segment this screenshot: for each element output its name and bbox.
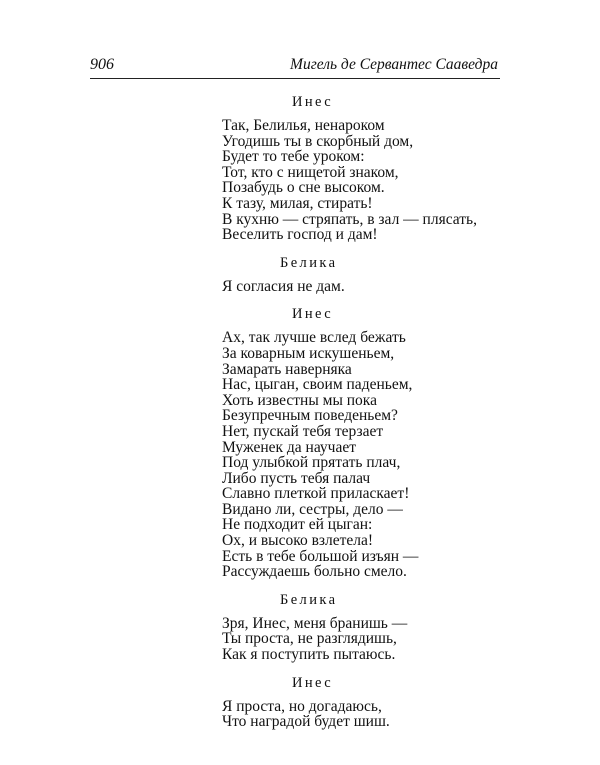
- verse-line: Под улыбкой прятать плач,: [222, 454, 401, 472]
- page-header: [90, 56, 500, 79]
- speaker-name: Инес: [292, 94, 334, 110]
- verse-line: Видано ли, сестры, дело —: [222, 500, 403, 518]
- speaker-name: Белика: [280, 591, 338, 608]
- verse-lines: [222, 118, 522, 243]
- verse-line: Безупречным поведеньем?: [222, 407, 398, 425]
- verse-line: Позабудь о сне высоком.: [222, 179, 385, 197]
- speech-block: [222, 673, 522, 730]
- verse-lines: [222, 616, 522, 663]
- verse-line: Будет то тебе уроком:: [222, 148, 365, 166]
- verse-line: Ох, и высоко взлетела!: [222, 532, 374, 550]
- verse-line: Веселить господ и дам!: [222, 226, 378, 244]
- verse-line: Хоть известны мы пока: [222, 391, 377, 409]
- verse-line: Угодишь ты в скорбный дом,: [222, 132, 414, 150]
- verse-line: Есть в тебе большой изъян —: [222, 547, 419, 565]
- verse-line: Муженек да научает: [222, 438, 357, 456]
- verse-line: В кухню — стряпать, в зал — плясать,: [222, 210, 477, 228]
- speech-block: [222, 304, 522, 580]
- verse-line: Я проста, но догадаюсь,: [222, 697, 382, 715]
- verse-lines: [222, 699, 522, 730]
- verse-line: Тот, кто с нищетой знаком,: [222, 163, 399, 181]
- verse-line: Нас, цыган, своим паденьем,: [222, 376, 413, 394]
- verse-line: Нет, пускай тебя терзает: [222, 422, 384, 440]
- speaker-name: Инес: [292, 306, 334, 323]
- play-text: [222, 92, 522, 740]
- verse-lines: [222, 279, 522, 295]
- speech-block: [222, 590, 522, 663]
- page-number: 906: [90, 56, 114, 73]
- speech-block: [222, 253, 522, 295]
- verse-line: За коварным искушеньем,: [222, 344, 395, 362]
- verse-line: Так, Белилья, ненароком: [222, 117, 385, 134]
- speaker-name: Инес: [292, 674, 334, 691]
- verse-line: Что наградой будет шиш.: [222, 713, 390, 731]
- verse-line: Замарать наверняка: [222, 360, 352, 378]
- speaker-name: Белика: [280, 254, 338, 271]
- verse-line: Рассуждаешь больно смело.: [222, 563, 407, 581]
- verse-line: Ты проста, не разглядишь,: [222, 630, 397, 648]
- verse-line: К тазу, милая, стирать!: [222, 194, 373, 212]
- verse-line: Зря, Инес, меня бранишь —: [222, 614, 408, 632]
- verse-line: Как я поступить пытаюсь.: [222, 646, 396, 664]
- verse-line: Я согласия не дам.: [222, 277, 345, 295]
- verse-line: Славно плеткой приласкает!: [222, 485, 410, 503]
- verse-lines: [222, 330, 522, 580]
- verse-line: Либо пусть тебя палач: [222, 469, 371, 487]
- running-head: Мигель де Сервантес Сааведра: [290, 56, 498, 73]
- speech-block: [222, 92, 522, 243]
- verse-line: Не подходит ей цыган:: [222, 516, 373, 534]
- verse-line: Ах, так лучше вслед бежать: [222, 329, 406, 347]
